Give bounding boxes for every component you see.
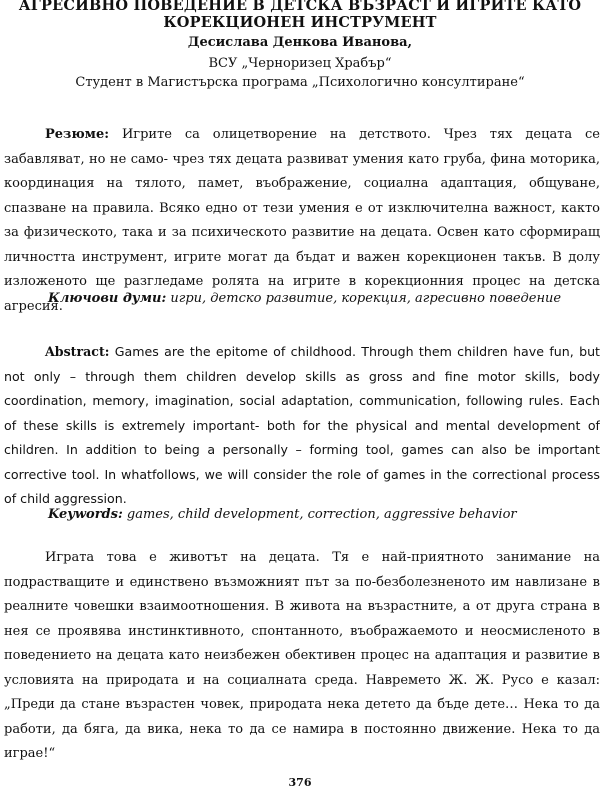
body-text: Играта това е животът на децата. Тя е най-приятното занимание на подрастващите и единствено възможният път за по-безболезненото им навлизане в реалните човешки взаимоотношения. В живота на възрастните, а от друга страна в нея се проявява инстинктивното, спонтанното, въображаемото и неосмисленото в поведението на децата като неизбежен обективен процес на адаптация и развитие в условията на природата и на социалната среда. Навремето Ж. Ж. Русо е казал: „Преди да стане възрастен човек, природата нека детето да бъде дете… Нека то да работи, да бяга, да вика, нека то да се намира в постоянно движение. Нека то да играе!“ [4, 550, 600, 761]
page-number: 376 [288, 776, 312, 789]
abstract-text: Games are the epitome of childhood. Through them children have fun, but not only – through them children develop skills as gross and fine motor skills, body coordination, memory, imagination, social adaptation, communication, following rules. Each of these skills is extremely important- both for the physical and mental development of children. In addition to being a personally – forming tool, games can also be important corrective tool. In whatfollows, we will consider the role of games in the correctional process of child aggression. [4, 344, 600, 506]
title-line-2: КОРЕКЦИОНЕН ИНСТРУМЕНТ [163, 14, 437, 31]
keywords-bg [48, 290, 600, 308]
affiliation-university: ВСУ „Черноризец Храбър“ [208, 56, 392, 71]
keywords-en-label: Keywords: [48, 507, 123, 522]
keywords-bg-label: Ключови думи: [48, 291, 167, 306]
abstract-paragraph [4, 340, 600, 512]
author-name: Десислава Денкова Иванова, [187, 35, 413, 50]
body-paragraph [4, 546, 600, 767]
resume-text: Игрите са олицетворение на детството. Чрез тях децата се забавляват, но не само- чрез тях децата развиват умения като груба, фина моторика, координация на тялото, памет, въображение, социална адаптация, общуване, спазване на правила. Всяко едно от тези умения е от изключителна важност, както за физическото, така и за психическото развитие на децата. Освен като сформиращ личността инструмент, игрите могат да бъдат и важен корекционен такъв. В долу изложеното ще разгледаме ролята на игрите в корекционния процес на детска агресия. [4, 127, 600, 314]
keywords-en-text: games, child development, correction, aggressive behavior [126, 507, 517, 522]
keywords-en [48, 506, 600, 524]
abstract-label: Abstract: [45, 344, 110, 359]
title-line-1: АГРЕСИВНО ПОВЕДЕНИЕ В ДЕТСКА ВЪЗРАСТ И ИГРИТЕ КАТО [18, 0, 582, 14]
affiliation-program: Студент в Магистърска програма „Психологично консултиране“ [75, 75, 525, 90]
resume-label: Резюме: [45, 127, 110, 142]
keywords-bg-text: игри, детско развитие, корекция, агресивно поведение [170, 291, 562, 306]
